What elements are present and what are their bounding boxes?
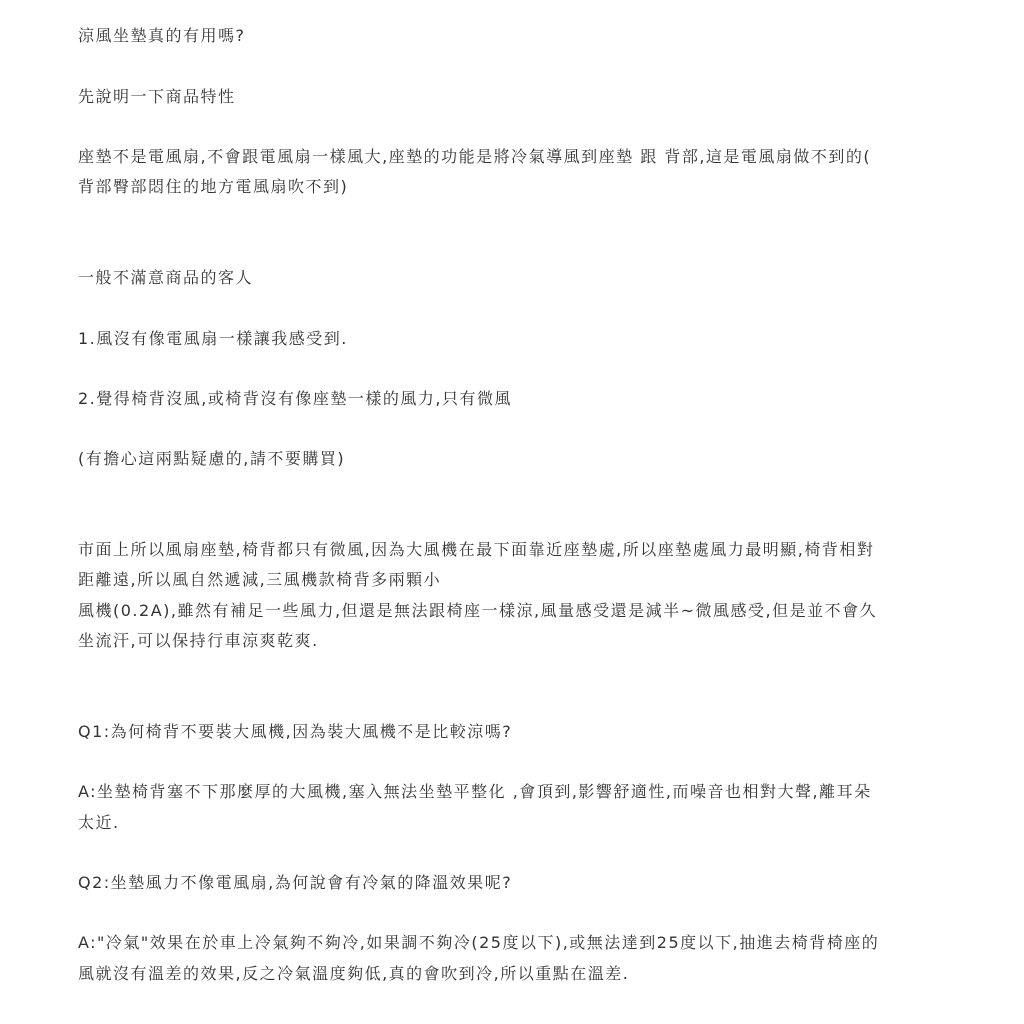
faq-answer-1-line-2: 太近. <box>78 813 120 832</box>
market-explanation-line-2: 距離遠,所以風自然遞減,三風機款椅背多兩顆小 <box>78 570 442 589</box>
purchase-warning: (有擔心這兩點疑慮的,請不要購買) <box>78 449 346 468</box>
intro-heading: 先說明一下商品特性 <box>78 87 236 106</box>
faq-question-1: Q1:為何椅背不要裝大風機,因為裝大風機不是比較涼嗎? <box>78 722 513 741</box>
article-title: 涼風坐墊真的有用嗎? <box>78 26 246 45</box>
complaints-heading: 一般不滿意商品的客人 <box>78 268 254 287</box>
faq-answer-2-line-2: 風就沒有溫差的效果,反之冷氣溫度夠低,真的會吹到冷,所以重點在溫差. <box>78 964 630 983</box>
complaint-item-2: 2.覺得椅背沒風,或椅背沒有像座墊一樣的風力,只有微風 <box>78 389 512 408</box>
complaint-item-1: 1.風沒有像電風扇一樣讓我感受到. <box>78 329 348 348</box>
intro-body-line-1: 座墊不是電風扇,不會跟電風扇一樣風大,座墊的功能是將冷氣導風到座墊 跟 背部,這是電風扇做不到的( <box>78 147 872 166</box>
faq-answer-2-line-1: A:"冷氣"效果在於車上冷氣夠不夠冷,如果調不夠冷(25度以下),或無法達到25度以下,抽進去椅背椅座的 <box>78 933 880 952</box>
market-explanation-line-3: 風機(0.2A),雖然有補足一些風力,但還是無法跟椅座一樣涼,風量感受還是減半~微風感受,但是並不會久 <box>78 601 878 620</box>
market-explanation-line-4: 坐流汗,可以保持行車涼爽乾爽. <box>78 631 319 650</box>
intro-body-line-2: 背部臀部悶住的地方電風扇吹不到) <box>78 177 349 196</box>
faq-answer-1-line-1: A:坐墊椅背塞不下那麼厚的大風機,塞入無法坐墊平整化 ,會頂到,影響舒適性,而噪音也相對大聲,離耳朵 <box>78 782 872 801</box>
market-explanation-line-1: 市面上所以風扇座墊,椅背都只有微風,因為大風機在最下面靠近座墊處,所以座墊處風力最明顯,椅背相對 <box>78 540 875 559</box>
faq-question-2: Q2:坐墊風力不像電風扇,為何說會有冷氣的降溫效果呢? <box>78 873 513 892</box>
